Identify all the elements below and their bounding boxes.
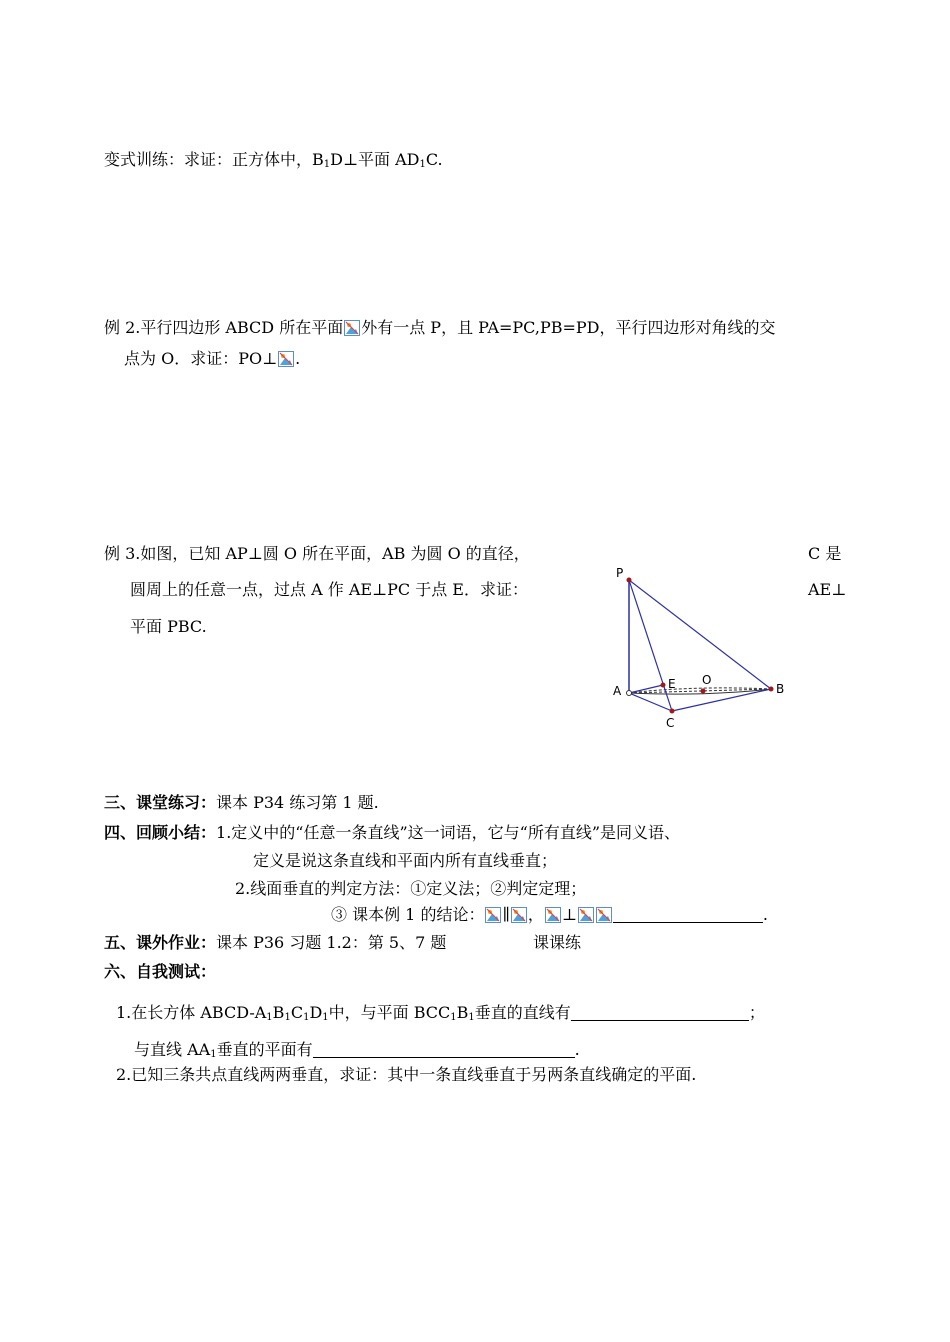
q-text: 垂直的平面有 — [216, 1040, 313, 1059]
point-O — [701, 689, 706, 694]
subscript: 1 — [322, 1012, 329, 1023]
section-heading: 四、回顾小结： — [104, 823, 217, 842]
broken-image-icon — [485, 907, 501, 923]
label-B: B — [776, 682, 785, 696]
example2-text: 外有一点 P，且 PA=PC,PB=PD，平行四边形对角线的交 — [361, 318, 776, 337]
example2-text: 例 2.平行四边形 ABCD 所在平面 — [104, 318, 344, 337]
segment-AC — [629, 693, 672, 711]
geometry-figure — [600, 560, 800, 735]
example3-line2: 圆周上的任意一点，过点 A 作 AE⊥PC 于点 E．求证： — [130, 580, 528, 599]
label-A: A — [613, 684, 622, 698]
point-A — [627, 691, 632, 696]
question2: 2.已知三条共点直线两两垂直，求证：其中一条直线垂直于另两条直线确定的平面. — [116, 1065, 697, 1084]
section4-line1 — [104, 823, 680, 843]
label-C: C — [666, 716, 675, 730]
variant-text: D⊥平面 AD — [330, 150, 420, 169]
variant-text: C. — [425, 150, 443, 169]
q-text: 垂直的直线有 — [474, 1003, 571, 1022]
perpendicular-symbol: ⊥ — [561, 905, 577, 924]
subscript: 1 — [419, 159, 426, 170]
subscript: 1 — [303, 1012, 310, 1023]
section4-line2: 定义是说这条直线和平面内所有直线垂直； — [253, 851, 558, 870]
comma: ， — [527, 905, 544, 924]
broken-image-icon — [545, 907, 561, 923]
section5-extra: 课课练 — [533, 933, 582, 952]
section-heading: 三、课堂练习： — [104, 793, 217, 812]
example3-line2-right: AE⊥ — [808, 580, 847, 599]
example2-text: 点为 O．求证：PO⊥ — [124, 349, 278, 368]
label-P: P — [616, 566, 624, 580]
example3-line3: 平面 PBC. — [130, 617, 207, 636]
example2-line1 — [104, 318, 775, 338]
section3 — [104, 793, 379, 813]
section5 — [104, 933, 446, 953]
subscript: 1 — [266, 1012, 273, 1023]
subscript: 1 — [450, 1012, 457, 1023]
broken-image-icon — [344, 320, 360, 336]
section6 — [104, 962, 216, 982]
parallel-symbol: ∥ — [502, 905, 510, 924]
subscript: 1 — [468, 1012, 475, 1023]
q-text: 中，与平面 BCC — [328, 1003, 451, 1022]
point-C — [670, 709, 675, 714]
example3-line1: 例 3.如图，已知 AP⊥圆 O 所在平面，AB 为圆 O 的直径， — [104, 544, 530, 563]
point-B — [769, 687, 774, 692]
section-text: 课本 P34 练习第 1 题. — [216, 793, 379, 812]
broken-image-icon — [511, 907, 527, 923]
point-E — [661, 683, 666, 688]
label-O: O — [702, 673, 712, 687]
example3-line1-right: C 是 — [808, 544, 842, 563]
answer-blank[interactable] — [571, 1004, 749, 1021]
label-E: E — [668, 677, 676, 691]
section4-line4 — [331, 905, 768, 925]
broken-image-icon — [578, 907, 594, 923]
answer-blank[interactable] — [613, 906, 763, 923]
broken-image-icon — [596, 907, 612, 923]
q-text: B — [456, 1003, 469, 1022]
q-text: D — [309, 1003, 323, 1022]
q-text: ； — [748, 1003, 765, 1022]
section-text: 课本 P36 习题 1.2：第 5、7 题 — [216, 933, 447, 952]
point-P — [627, 578, 632, 583]
section-heading: 六、自我测试： — [104, 962, 217, 981]
section4-line3: 2.线面垂直的判定方法：①定义法；②判定定理； — [235, 879, 587, 898]
subscript: 1 — [210, 1049, 217, 1060]
q-text: C — [290, 1003, 304, 1022]
subscript: 1 — [284, 1012, 291, 1023]
example2-line2 — [124, 349, 300, 369]
section-text: ③ 课本例 1 的结论： — [331, 905, 485, 924]
segment-AE — [629, 685, 663, 693]
q-text: B — [272, 1003, 285, 1022]
question1-line2 — [134, 1040, 580, 1065]
q-text: . — [574, 1040, 580, 1059]
section-heading: 五、课外作业： — [104, 933, 217, 952]
variant-text: 变式训练：求证：正方体中，B — [104, 150, 324, 169]
q-text: 与直线 AA — [134, 1040, 211, 1059]
period: . — [762, 905, 768, 924]
q-text: 1.在长方体 ABCD-A — [116, 1003, 267, 1022]
segment-CB — [672, 689, 771, 711]
segment-PB — [629, 580, 771, 689]
variant-exercise — [104, 150, 443, 175]
answer-blank[interactable] — [313, 1041, 575, 1058]
question1-line1 — [116, 1003, 765, 1028]
broken-image-icon — [278, 351, 294, 367]
subscript: 1 — [323, 159, 331, 170]
example2-text: . — [295, 349, 301, 368]
section-text: 1.定义中的“任意一条直线”这一词语，它与“所有直线”是同义语、 — [216, 823, 681, 842]
